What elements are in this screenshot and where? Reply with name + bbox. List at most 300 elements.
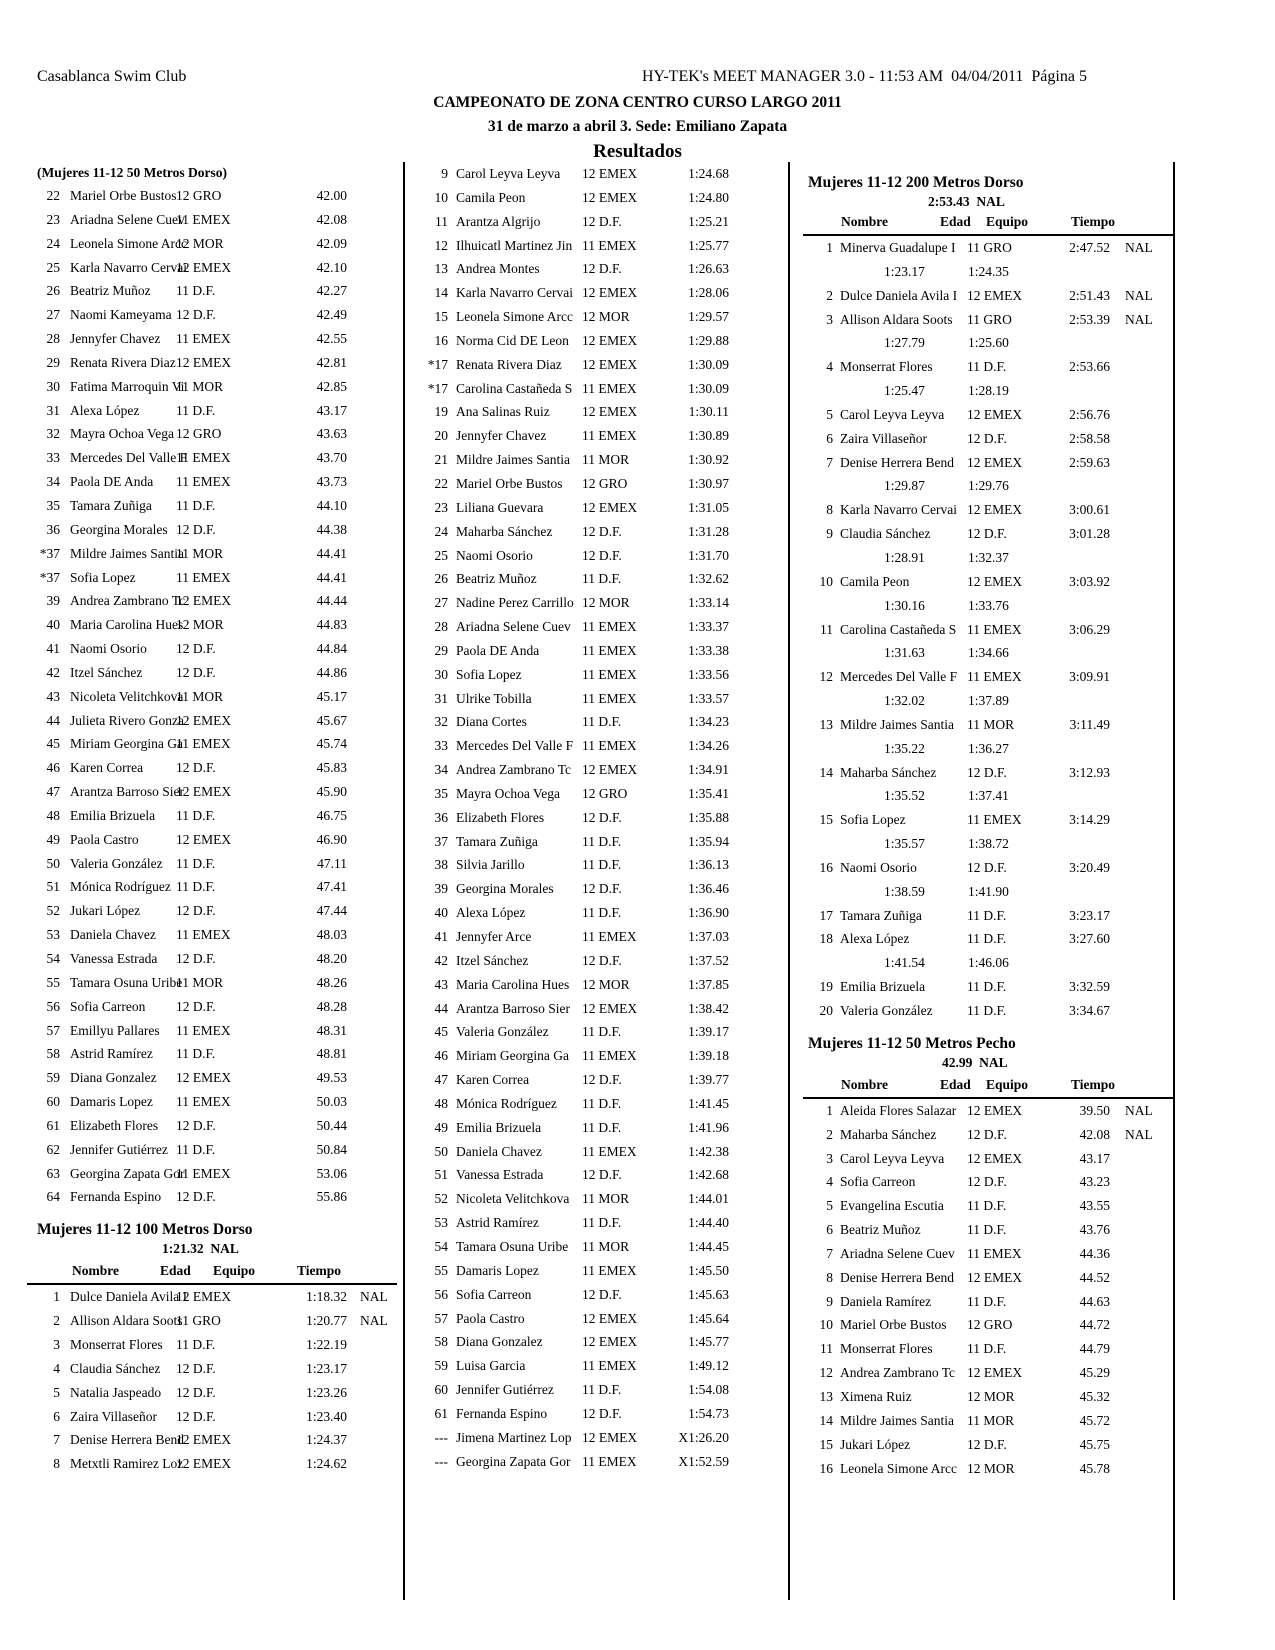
place: 1 (826, 240, 833, 255)
swimmer-name: Jukari López (70, 903, 141, 919)
result-row (808, 1218, 1168, 1242)
age-team: 12 EMEX (582, 166, 638, 181)
swimmer-name: Sofia Carreon (456, 1286, 532, 1302)
result-row (37, 375, 397, 399)
final-time: 1:28.06 (688, 285, 729, 301)
result-row (423, 472, 783, 496)
result-row (37, 852, 397, 876)
age-team: 12 EMEX (582, 1429, 638, 1445)
swimmer-name: Beatriz Muñoz (456, 571, 537, 587)
place: 28 (46, 331, 60, 347)
age-team: 11 EMEX (176, 211, 231, 227)
swimmer-name: Naomi Osorio (840, 859, 917, 875)
place: 35 (434, 785, 448, 801)
result-row (423, 1187, 783, 1211)
final-time: 1:36.13 (688, 857, 729, 873)
age-team: 12 MOR (582, 976, 630, 992)
place: 22 (46, 188, 60, 203)
final-time: X1:52.59 (678, 1453, 729, 1469)
age-team: 11 D.F. (967, 1341, 1007, 1357)
swimmer-name: Karla Navarro Cervai (70, 259, 187, 275)
final-time: 47.41 (316, 879, 347, 895)
place: 16 (819, 859, 833, 875)
final-time: 42.81 (316, 354, 347, 370)
result-row (423, 1116, 783, 1140)
place: 26 (434, 571, 448, 587)
final-time: 3:03.92 (1069, 573, 1110, 589)
age-team: 12 D.F. (967, 764, 1007, 780)
age-team: 11 MOR (176, 545, 224, 561)
age-team: 11 EMEX (176, 450, 231, 466)
place: 1 (826, 1102, 833, 1118)
result-row (808, 403, 1168, 427)
place: 60 (46, 1094, 60, 1110)
place: 19 (434, 404, 448, 420)
age-team: 12 EMEX (582, 404, 638, 420)
swimmer-name: Maharba Sánchez (840, 764, 937, 780)
swimmer-name: Valeria González (70, 855, 163, 871)
final-time: 42.00 (316, 188, 347, 203)
record-flag: NAL (360, 1289, 388, 1305)
age-team: 12 D.F. (176, 521, 216, 537)
result-row (37, 685, 397, 709)
final-time: 1:33.38 (688, 642, 729, 658)
split-time: 1:35.52 (884, 788, 925, 804)
result-row (808, 522, 1168, 546)
place: 42 (434, 952, 448, 968)
final-time: 2:51.43 (1069, 287, 1110, 303)
place: 9 (441, 166, 448, 181)
age-team: 12 EMEX (176, 831, 232, 847)
place: 57 (434, 1310, 448, 1326)
place: 46 (434, 1048, 448, 1064)
place: 7 (53, 1432, 60, 1448)
final-time: 43.55 (1079, 1198, 1110, 1214)
age-team: 12 D.F. (582, 523, 622, 539)
age-team: 12 EMEX (176, 1456, 232, 1472)
age-team: 11 D.F. (967, 1293, 1007, 1309)
result-row (37, 899, 397, 923)
swimmer-name: Paola Castro (70, 831, 139, 847)
split-row (808, 260, 1168, 284)
final-time: 1:37.85 (688, 976, 729, 992)
swimmer-name: Monserrat Flores (70, 1336, 163, 1352)
result-row (423, 162, 783, 186)
age-team: 12 D.F. (582, 809, 622, 825)
place: 6 (826, 1222, 833, 1238)
swimmer-name: Daniela Chavez (70, 927, 156, 943)
result-row (423, 877, 783, 901)
age-team: 11 GRO (967, 311, 1012, 327)
place: 52 (46, 903, 60, 919)
result-row (37, 1185, 397, 1209)
age-team: 12 GRO (582, 785, 628, 801)
place: 10 (819, 573, 833, 589)
swimmer-name: Mariel Orbe Bustos (840, 1317, 947, 1333)
age-team: 12 EMEX (582, 499, 638, 515)
result-row (423, 329, 783, 353)
place: 14 (819, 764, 833, 780)
place: *37 (39, 569, 60, 585)
result-row (423, 1378, 783, 1402)
result-row (37, 232, 397, 256)
split-time: 1:32.37 (968, 549, 1009, 565)
final-time: 48.03 (316, 927, 347, 943)
age-team: 12 EMEX (967, 1365, 1023, 1381)
age-team: 11 D.F. (582, 1119, 622, 1135)
place: 27 (46, 307, 60, 323)
age-team: 11 D.F. (176, 807, 216, 823)
place: 43 (434, 976, 448, 992)
place: 13 (819, 716, 833, 732)
swimmer-name: Daniela Chavez (456, 1143, 542, 1159)
final-time: 3:12.93 (1069, 764, 1110, 780)
result-row (37, 875, 397, 899)
age-team: 11 EMEX (582, 619, 637, 635)
record-flag: NAL (1125, 240, 1153, 255)
final-time: 45.32 (1079, 1388, 1110, 1404)
split-row (808, 951, 1168, 975)
final-time: 43.70 (316, 450, 347, 466)
final-time: 1:34.26 (688, 738, 729, 754)
place: 49 (46, 831, 60, 847)
final-time: 1:30.92 (688, 452, 729, 468)
result-row (423, 1092, 783, 1116)
age-team: 12 EMEX (582, 1310, 638, 1326)
split-time: 1:38.59 (884, 883, 925, 899)
final-time: 44.83 (316, 617, 347, 633)
split-time: 1:29.76 (968, 478, 1009, 494)
place: 12 (819, 1365, 833, 1381)
age-team: 12 GRO (176, 188, 222, 203)
swimmer-name: Tamara Osuna Uribe (70, 974, 183, 990)
swimmer-name: Diana Gonzalez (70, 1070, 157, 1086)
result-row (808, 1099, 1168, 1123)
col-header-team: Equipo (213, 1263, 256, 1279)
swimmer-name: Ariadna Selene Cuev (456, 619, 571, 635)
place: --- (434, 1453, 448, 1469)
final-time: 1:30.11 (688, 404, 729, 420)
final-time: 1:31.05 (688, 499, 729, 515)
column-header-row (803, 212, 1173, 236)
swimmer-name: Liliana Guevara (456, 499, 544, 515)
final-time: 42.10 (316, 259, 347, 275)
result-row (808, 1433, 1168, 1457)
result-row (808, 1385, 1168, 1409)
swimmer-name: Maria Carolina Hues (70, 617, 184, 633)
final-time: 45.72 (1079, 1412, 1110, 1428)
swimmer-name: Emilia Brizuela (840, 979, 926, 995)
place: --- (434, 1429, 448, 1445)
place: 35 (46, 497, 60, 513)
swimmer-name: Paola DE Anda (70, 474, 154, 490)
final-time: 1:39.18 (688, 1048, 729, 1064)
final-time: 1:33.57 (688, 690, 729, 706)
swimmer-name: Sofia Carreon (70, 998, 146, 1014)
result-row (37, 709, 397, 733)
result-row (808, 498, 1168, 522)
col-header-name: Nombre (72, 1263, 119, 1279)
swimmer-name: Sofia Lopez (456, 666, 522, 682)
result-row (423, 234, 783, 258)
age-team: 11 D.F. (967, 359, 1007, 375)
place: 46 (46, 760, 60, 776)
swimmer-name: Maharba Sánchez (840, 1126, 937, 1142)
swimmer-name: Jennyfer Chavez (70, 331, 161, 347)
result-row (423, 1140, 783, 1164)
final-time: 45.75 (1079, 1436, 1110, 1452)
age-team: 12 EMEX (582, 332, 638, 348)
swimmer-name: Diana Gonzalez (456, 1334, 543, 1350)
club-name: Casablanca Swim Club (37, 68, 187, 85)
result-row (808, 1194, 1168, 1218)
final-time: 45.67 (316, 712, 347, 728)
result-row (808, 236, 1168, 260)
age-team: 12 EMEX (176, 354, 232, 370)
final-time: 1:35.88 (688, 809, 729, 825)
final-time: 2:58.58 (1069, 430, 1110, 446)
place: 8 (826, 1269, 833, 1285)
final-time: 1:30.97 (688, 475, 729, 491)
split-time: 1:38.72 (968, 836, 1009, 852)
age-team: 11 EMEX (582, 929, 637, 944)
place: 54 (434, 1238, 448, 1254)
swimmer-name: Maharba Sánchez (456, 523, 553, 539)
split-row (808, 832, 1168, 856)
final-time: 42.55 (316, 331, 347, 347)
result-row (423, 806, 783, 830)
results-table-200-dorso (808, 236, 1168, 1023)
swimmer-name: Andrea Zambrano Tc (456, 762, 572, 778)
final-time: 1:41.96 (688, 1119, 729, 1135)
place: 54 (46, 951, 60, 966)
swimmer-name: Carolina Castañeda S (840, 621, 957, 637)
result-row (423, 1330, 783, 1354)
age-team: 11 EMEX (582, 666, 637, 682)
final-time: 44.10 (316, 497, 347, 513)
place: 28 (434, 619, 448, 635)
split-time: 1:41.54 (884, 955, 925, 971)
age-team: 12 D.F. (967, 1436, 1007, 1452)
age-team: 11 GRO (967, 240, 1012, 255)
split-time: 1:37.89 (968, 693, 1009, 709)
place: 21 (434, 452, 448, 468)
result-row (37, 446, 397, 470)
swimmer-name: Maria Carolina Hues (456, 976, 570, 992)
place: 2 (826, 287, 833, 303)
swimmer-name: Sofia Lopez (70, 569, 136, 585)
place: 24 (46, 235, 60, 251)
place: 24 (434, 523, 448, 539)
place: 15 (434, 309, 448, 325)
result-row (37, 1138, 397, 1162)
result-row (808, 1337, 1168, 1361)
age-team: 11 EMEX (967, 669, 1022, 685)
col-header-team: Equipo (986, 1076, 1029, 1092)
age-team: 11 D.F. (967, 907, 1007, 923)
result-row (37, 470, 397, 494)
age-team: 11 EMEX (176, 1022, 231, 1038)
final-time: 45.78 (1079, 1460, 1110, 1476)
age-team: 12 D.F. (176, 903, 216, 919)
place: 33 (46, 450, 60, 466)
result-row (423, 782, 783, 806)
age-team: 12 D.F. (967, 859, 1007, 875)
swimmer-name: Georgina Morales (70, 521, 168, 537)
swimmer-name: Denise Herrera Bend (840, 1269, 954, 1285)
place: 51 (434, 1167, 448, 1183)
swimmer-name: Astrid Ramírez (456, 1215, 539, 1231)
col-header-time: Tiempo (297, 1263, 342, 1279)
final-time: 43.76 (1079, 1222, 1110, 1238)
final-time: 45.29 (1079, 1365, 1110, 1381)
place: 5 (826, 406, 833, 422)
result-row (808, 1313, 1168, 1337)
place: 25 (434, 547, 448, 563)
final-time: 50.84 (316, 1141, 347, 1157)
final-time: 48.20 (316, 951, 347, 966)
place: 19 (819, 979, 833, 995)
swimmer-name: Emillyu Pallares (70, 1022, 160, 1038)
swimmer-name: Karla Navarro Cervai (840, 502, 957, 518)
final-time: 1:24.62 (306, 1456, 347, 1472)
place: 3 (826, 311, 833, 327)
swimmer-name: Nicoleta Velitchkova (456, 1191, 570, 1207)
result-row (37, 1333, 397, 1357)
software-info: HY-TEK's MEET MANAGER 3.0 - 11:53 AM 04/04/2011 Página 5 (642, 68, 1087, 85)
place: 59 (46, 1070, 60, 1086)
final-time: 42.27 (316, 283, 347, 299)
swimmer-name: Renata Rivera Diaz (456, 356, 562, 372)
split-row (808, 784, 1168, 808)
age-team: 12 EMEX (582, 189, 638, 205)
place: 31 (434, 690, 448, 706)
result-row (423, 1068, 783, 1092)
split-row (808, 641, 1168, 665)
place: 1 (53, 1289, 60, 1305)
swimmer-name: Itzel Sánchez (456, 952, 529, 968)
place: 6 (53, 1408, 60, 1424)
meet-dates: 31 de marzo a abril 3. Sede: Emiliano Zapata (487, 118, 788, 135)
split-time: 1:37.41 (968, 788, 1009, 804)
result-row (423, 615, 783, 639)
place: 11 (435, 213, 448, 229)
result-row (37, 399, 397, 423)
age-team: 11 D.F. (582, 1095, 622, 1111)
result-row (423, 853, 783, 877)
place: 61 (434, 1405, 448, 1421)
age-team: 11 EMEX (582, 1143, 637, 1159)
final-time: 45.90 (316, 784, 347, 800)
result-row (37, 661, 397, 685)
final-time: 1:34.23 (688, 714, 729, 730)
result-row (808, 1242, 1168, 1266)
final-time: 3:01.28 (1069, 526, 1110, 542)
swimmer-name: Itzel Sánchez (70, 664, 143, 680)
swimmer-name: Elizabeth Flores (456, 809, 545, 825)
swimmer-name: Claudia Sánchez (70, 1360, 161, 1376)
split-time: 1:27.79 (884, 335, 925, 351)
final-time: 39.50 (1079, 1102, 1110, 1118)
final-time: 48.28 (316, 998, 347, 1014)
place: 64 (46, 1189, 60, 1205)
result-row (808, 1266, 1168, 1290)
split-time: 1:32.02 (884, 693, 925, 709)
swimmer-name: Mónica Rodríguez (456, 1095, 557, 1111)
age-team: 12 D.F. (176, 1189, 216, 1205)
result-row (37, 208, 397, 232)
place: 15 (819, 1436, 833, 1452)
result-row (37, 542, 397, 566)
age-team: 11 EMEX (582, 738, 637, 754)
swimmer-name: Allison Aldara Soots (840, 311, 953, 327)
swimmer-name: Naomi Osorio (456, 547, 533, 563)
swimmer-name: Dulce Daniela Avila I (840, 287, 958, 303)
age-team: 12 D.F. (176, 951, 216, 966)
final-time: 1:31.28 (688, 523, 729, 539)
swimmer-name: Zaira Villaseñor (840, 430, 928, 446)
age-team: 11 EMEX (176, 736, 231, 752)
result-row (37, 1309, 397, 1333)
final-time: 1:36.90 (688, 905, 729, 921)
split-time: 1:28.19 (968, 383, 1009, 399)
result-row (37, 1114, 397, 1138)
result-row (808, 570, 1168, 594)
final-time: 43.73 (316, 474, 347, 490)
result-row (808, 999, 1168, 1023)
result-row (37, 947, 397, 971)
final-time: 1:45.64 (688, 1310, 729, 1326)
split-row (808, 331, 1168, 355)
swimmer-name: Carol Leyva Leyva (456, 166, 561, 181)
age-team: 12 MOR (176, 617, 224, 633)
result-row (423, 186, 783, 210)
final-time: 1:44.45 (688, 1238, 729, 1254)
split-time: 1:34.66 (968, 645, 1009, 661)
final-time: 2:47.52 (1069, 240, 1110, 255)
place: 39 (46, 593, 60, 609)
result-row (423, 353, 783, 377)
swimmer-name: Ximena Ruiz (840, 1388, 912, 1404)
swimmer-name: Andrea Zambrano Tc (840, 1365, 956, 1381)
swimmer-name: Astrid Ramírez (70, 1046, 153, 1062)
final-time: 3:27.60 (1069, 931, 1110, 947)
age-team: 11 EMEX (967, 621, 1022, 637)
col-header-name: Nombre (841, 214, 888, 229)
final-time: 1:33.56 (688, 666, 729, 682)
place: 15 (819, 812, 833, 828)
final-time: 1:30.09 (688, 380, 729, 396)
age-team: 12 EMEX (176, 593, 232, 609)
result-row (423, 1283, 783, 1307)
swimmer-name: Silvia Jarillo (456, 857, 525, 873)
final-time: 1:23.17 (306, 1360, 347, 1376)
event-title-50-pecho: Mujeres 11-12 50 Metros Pecho (808, 1034, 1016, 1052)
split-time: 1:31.63 (884, 645, 925, 661)
result-row (37, 184, 397, 208)
place: 59 (434, 1358, 448, 1374)
age-team: 12 D.F. (176, 1384, 216, 1400)
age-team: 11 D.F. (582, 905, 622, 921)
split-time: 1:30.16 (884, 597, 925, 613)
swimmer-name: Sofia Lopez (840, 812, 906, 828)
final-time: 1:45.77 (688, 1334, 729, 1350)
result-row (37, 422, 397, 446)
age-team: 12 EMEX (176, 1432, 232, 1448)
place: 20 (819, 1003, 833, 1018)
result-row (423, 1426, 783, 1450)
age-team: 12 EMEX (176, 1289, 232, 1305)
